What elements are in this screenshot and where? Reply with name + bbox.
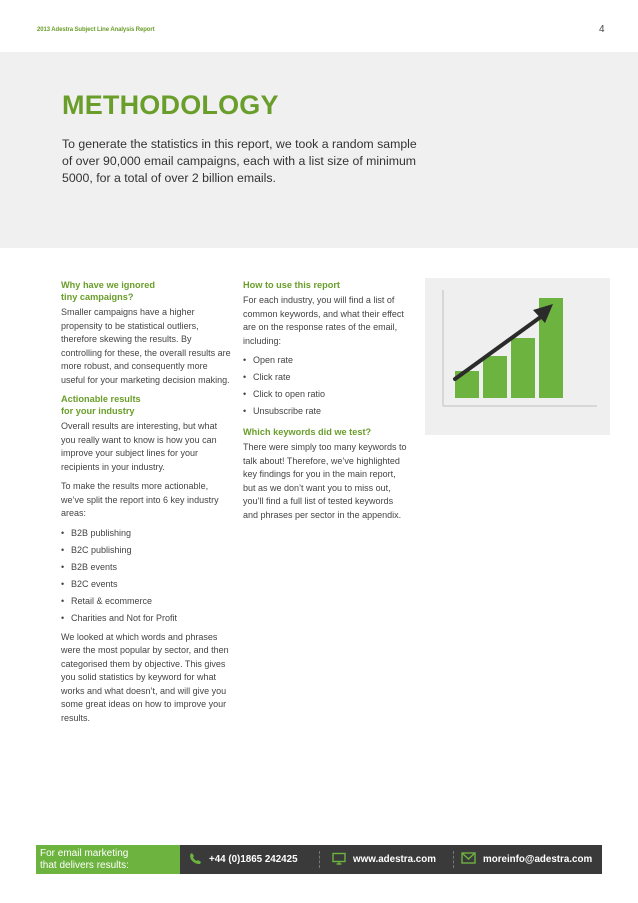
body-paragraph: We looked at which words and phrases were the most popular by sector, and then categorised them by objective. This gives you solid statistics by keyword for what works and what doesn’t, and will give you some great ideas on how to improve your results. [61,631,229,723]
bullet: • [243,406,247,416]
section-heading: Which keywords did we test? [243,427,372,437]
bullet: • [243,389,247,399]
illustration-bar [511,338,535,398]
envelope-icon [461,852,476,867]
list-item [61,578,231,591]
body-paragraph: Overall results are interesting, but what you really want to know is how you can improve your subject lines for your recipients in your industry. [61,421,218,472]
phone-number: +44 (0)1865 242425 [209,854,298,865]
list-item [243,405,408,418]
bullet: • [61,544,65,555]
page-number: 4 [599,24,605,35]
list-item [61,612,231,625]
tagline-line: that delivers results: [40,860,129,871]
list-item-text: B2C events [71,578,118,589]
list-item [61,527,231,540]
footer-divider [453,851,454,868]
growth-chart-icon [425,278,610,435]
email-link: moreinfo@adestra.com [483,854,593,865]
heading-line: Actionable results [61,394,141,404]
bullet: • [61,595,65,606]
heading-line: tiny campaigns? [61,292,134,302]
list-item-text: Click rate [253,372,291,382]
heading-line: for your industry [61,406,135,416]
left-column [61,279,231,731]
list-item-text: Open rate [253,355,294,365]
body-paragraph: Smaller campaigns have a higher propensity to be statistical outliers, therefore skewing the results. By controlling for these, the overall results are more robust, and consequently more useful for your marketing decision making. [61,307,231,385]
list-item [61,544,231,557]
list-item [61,595,231,608]
tagline-line: For email marketing [40,848,129,859]
footer-phone[interactable] [189,845,298,874]
list-item-text: B2B events [71,561,118,572]
footer-tagline [36,845,180,874]
footer-website[interactable] [332,845,436,874]
page-title: METHODOLOGY [62,90,279,120]
list-item [61,561,231,574]
list-item [243,388,408,401]
report-title: 2013 Adestra Subject Line Analysis Report [37,27,155,33]
body-paragraph: There were simply too many keywords to talk about! Therefore, we’ve highlighted key findings for you in the main report, but as we don’t want you to miss out, you’ll find a full list of tested keywords and phrases per sector in the appendix. [243,442,407,520]
list-item-text: Unsubscribe rate [253,406,322,416]
body-paragraph: To make the results more actionable, we’ve split the report into 6 key industry areas: [61,481,219,518]
right-column [243,279,408,528]
monitor-icon [332,852,346,868]
list-item-text: B2B publishing [71,527,132,538]
heading-line: Why have we ignored [61,280,155,290]
intro-paragraph: To generate the statistics in this report, we took a random sample of over 90,000 email campaigns, each with a list size of minimum 5000, for a total of over 2 billion emails. [62,137,417,185]
list-item [243,354,408,367]
list-item-text: Retail & ecommerce [71,595,153,606]
metric-list [243,354,408,418]
bullet: • [61,561,65,572]
list-item-text: Charities and Not for Profit [71,612,178,623]
section-heading [61,279,231,303]
footer-bar [36,845,602,874]
section-heading [61,393,231,417]
body-paragraph: For each industry, you will find a list of common keywords, and what their effect are on the response rates of the email, including: [243,295,404,346]
bullet: • [61,578,65,589]
website-link: www.adestra.com [353,854,436,865]
bullet: • [243,355,247,365]
section-heading: How to use this report [243,280,340,290]
bullet: • [61,612,65,623]
illustration-bar [483,356,507,398]
phone-icon [189,852,202,868]
footer-divider [319,851,320,868]
bullet: • [243,372,247,382]
list-item-text: Click to open ratio [253,389,326,399]
bullet: • [61,527,65,538]
industry-list [61,527,231,625]
growth-illustration [425,278,610,435]
list-item-text: B2C publishing [71,544,132,555]
footer-email[interactable] [461,845,592,874]
list-item [243,371,408,384]
